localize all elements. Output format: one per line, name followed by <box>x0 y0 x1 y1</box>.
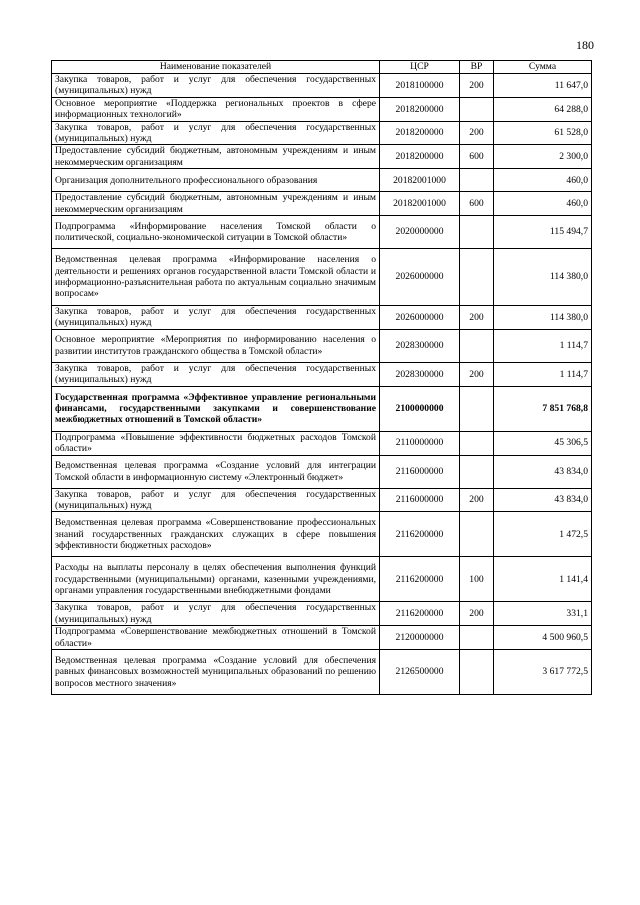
row-sum: 1 114,7 <box>494 329 592 362</box>
table-row <box>52 649 592 694</box>
row-sum: 45 306,5 <box>494 431 592 455</box>
row-sum: 61 528,0 <box>494 121 592 145</box>
header-name: Наименование показателей <box>52 61 380 74</box>
row-name: Основное мероприятие «Мероприятия по информированию населения о развитии институтов гражданского общества в Томской области» <box>52 329 380 362</box>
row-sum: 4 500 960,5 <box>494 626 592 650</box>
table-row <box>52 626 592 650</box>
row-code: 2018100000 <box>380 74 460 98</box>
row-sum: 331,1 <box>494 602 592 626</box>
row-sum: 1 141,4 <box>494 557 592 602</box>
row-name: Ведомственная целевая программа «Информирование населения о деятельности и решениях органов государственной власти Томской области и информационно-разъяснительная работа по актуальным социально значимым вопросам» <box>52 249 380 306</box>
row-vr <box>460 431 494 455</box>
table-row <box>52 362 592 386</box>
row-code: 2018200000 <box>380 145 460 169</box>
row-sum: 11 647,0 <box>494 74 592 98</box>
budget-table <box>51 60 592 695</box>
table-row <box>52 121 592 145</box>
row-vr <box>460 649 494 694</box>
row-code: 2028300000 <box>380 362 460 386</box>
row-code: 2100000000 <box>380 386 460 431</box>
row-name: Подпрограмма «Информирование населения Томской области о политической, социально-экономической ситуации в Томской области» <box>52 216 380 249</box>
header-code: ЦСР <box>380 61 460 74</box>
table-row <box>52 431 592 455</box>
row-vr <box>460 626 494 650</box>
row-name: Ведомственная целевая программа «Совершенствование профессиональных знаний государственных гражданских служащих в сфере повышения эффективности бюджетных расходов» <box>52 512 380 557</box>
row-name: Основное мероприятие «Поддержка региональных проектов в сфере информационных технологий» <box>52 97 380 121</box>
row-code: 2020000000 <box>380 216 460 249</box>
row-vr: 200 <box>460 488 494 512</box>
table-row <box>52 329 592 362</box>
row-code: 20182001000 <box>380 169 460 192</box>
row-vr: 200 <box>460 602 494 626</box>
row-name: Закупка товаров, работ и услуг для обеспечения государственных (муниципальных) нужд <box>52 602 380 626</box>
row-code: 2018200000 <box>380 121 460 145</box>
row-name: Ведомственная целевая программа «Создание условий для обеспечения равных финансовых возможностей муниципальных образований по решению вопросов местного значения» <box>52 649 380 694</box>
row-sum: 7 851 768,8 <box>494 386 592 431</box>
table-row <box>52 557 592 602</box>
row-sum: 460,0 <box>494 192 592 216</box>
table-row <box>52 455 592 488</box>
row-code: 2026000000 <box>380 249 460 306</box>
row-sum: 115 494,7 <box>494 216 592 249</box>
row-vr: 100 <box>460 557 494 602</box>
row-code: 2126500000 <box>380 649 460 694</box>
row-vr: 600 <box>460 145 494 169</box>
row-code: 2116000000 <box>380 455 460 488</box>
row-sum: 2 300,0 <box>494 145 592 169</box>
row-name: Ведомственная целевая программа «Создание условий для интеграции Томской области в информационную систему «Электронный бюджет» <box>52 455 380 488</box>
row-name: Закупка товаров, работ и услуг для обеспечения государственных (муниципальных) нужд <box>52 121 380 145</box>
row-code: 2110000000 <box>380 431 460 455</box>
row-name: Закупка товаров, работ и услуг для обеспечения государственных (муниципальных) нужд <box>52 488 380 512</box>
row-code: 2116200000 <box>380 602 460 626</box>
header-vr: ВР <box>460 61 494 74</box>
row-code: 2120000000 <box>380 626 460 650</box>
row-sum: 3 617 772,5 <box>494 649 592 694</box>
row-code: 20182001000 <box>380 192 460 216</box>
row-vr <box>460 249 494 306</box>
table-row <box>52 169 592 192</box>
row-vr <box>460 455 494 488</box>
row-vr <box>460 216 494 249</box>
row-name: Закупка товаров, работ и услуг для обеспечения государственных (муниципальных) нужд <box>52 362 380 386</box>
row-code: 2116200000 <box>380 512 460 557</box>
table-header-row <box>52 61 592 74</box>
row-name: Расходы на выплаты персоналу в целях обеспечения выполнения функций государственными (муниципальными) органами, казенными учреждениями, органами управления государственными внебюджетными фондами <box>52 557 380 602</box>
table-row <box>52 145 592 169</box>
row-vr: 600 <box>460 192 494 216</box>
row-sum: 1 472,5 <box>494 512 592 557</box>
row-name: Предоставление субсидий бюджетным, автономным учреждениям и иным некоммерческим организациям <box>52 192 380 216</box>
row-name: Подпрограмма «Совершенствование межбюджетных отношений в Томской области» <box>52 626 380 650</box>
row-sum: 43 834,0 <box>494 488 592 512</box>
row-name: Закупка товаров, работ и услуг для обеспечения государственных (муниципальных) нужд <box>52 74 380 98</box>
row-name: Закупка товаров, работ и услуг для обеспечения государственных (муниципальных) нужд <box>52 306 380 330</box>
table-row <box>52 602 592 626</box>
row-name: Предоставление субсидий бюджетным, автономным учреждениям и иным некоммерческим организациям <box>52 145 380 169</box>
row-sum: 460,0 <box>494 169 592 192</box>
row-name: Подпрограмма «Повышение эффективности бюджетных расходов Томской области» <box>52 431 380 455</box>
row-code: 2116200000 <box>380 557 460 602</box>
header-sum: Сумма <box>494 61 592 74</box>
row-vr <box>460 512 494 557</box>
row-vr <box>460 386 494 431</box>
row-vr <box>460 169 494 192</box>
row-sum: 43 834,0 <box>494 455 592 488</box>
table-row <box>52 97 592 121</box>
row-code: 2116000000 <box>380 488 460 512</box>
row-name: Государственная программа «Эффективное управление региональными финансами, государственными закупками и совершенствование межбюджетных отношений в Томской области» <box>52 386 380 431</box>
row-sum: 1 114,7 <box>494 362 592 386</box>
row-code: 2028300000 <box>380 329 460 362</box>
table-row <box>52 192 592 216</box>
page-number: 180 <box>576 38 594 52</box>
row-vr: 200 <box>460 74 494 98</box>
table-row <box>52 74 592 98</box>
row-name: Организация дополнительного профессионального образования <box>52 169 380 192</box>
row-sum: 114 380,0 <box>494 249 592 306</box>
table-row <box>52 249 592 306</box>
row-vr: 200 <box>460 121 494 145</box>
row-vr <box>460 329 494 362</box>
table-row <box>52 512 592 557</box>
row-vr <box>460 97 494 121</box>
table-row <box>52 306 592 330</box>
row-sum: 114 380,0 <box>494 306 592 330</box>
table-row <box>52 386 592 431</box>
row-vr: 200 <box>460 362 494 386</box>
row-code: 2018200000 <box>380 97 460 121</box>
table-row <box>52 216 592 249</box>
row-vr: 200 <box>460 306 494 330</box>
row-sum: 64 288,0 <box>494 97 592 121</box>
table-row <box>52 488 592 512</box>
row-code: 2026000000 <box>380 306 460 330</box>
